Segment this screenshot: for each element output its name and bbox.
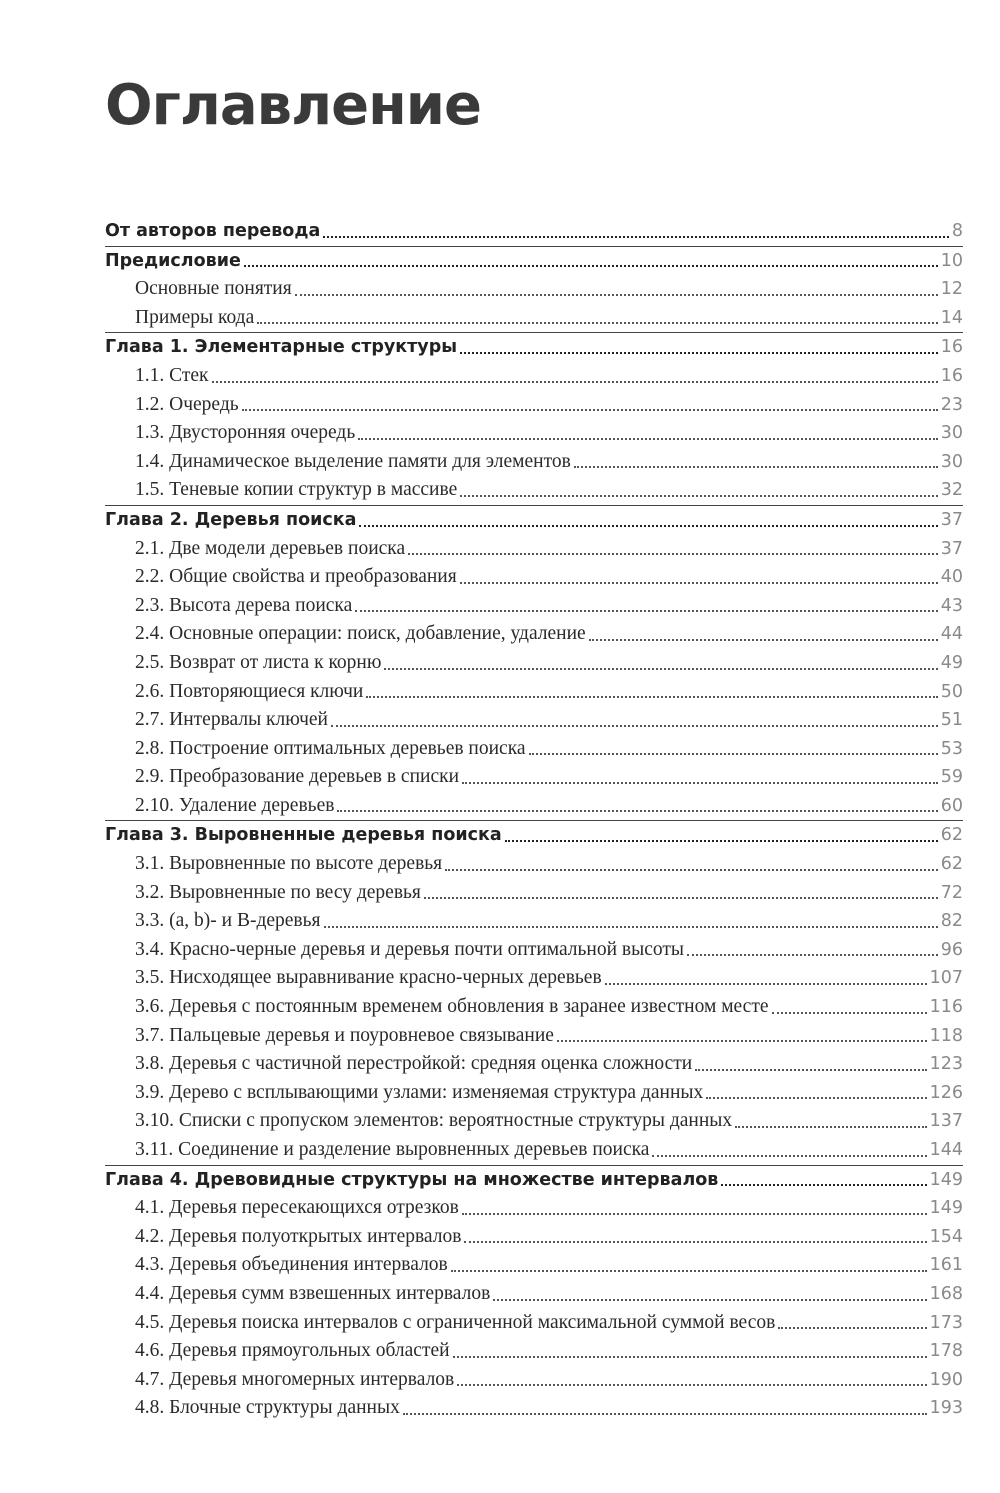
dot-leader (460, 582, 938, 584)
toc-entry-title: 4.2. Деревья полуоткрытых интервалов (135, 1225, 462, 1247)
toc-section-entry[interactable] (105, 879, 963, 908)
dot-leader (359, 525, 937, 527)
toc-entry-title: 3.3. (a, b)- и B-деревья (135, 910, 321, 932)
toc-section-entry[interactable] (105, 563, 963, 592)
toc-entry-title: От авторов перевода (105, 221, 321, 241)
dot-leader (460, 352, 938, 354)
dot-leader (652, 1155, 926, 1157)
toc-entry-title: 4.8. Блочные структуры данных (135, 1397, 400, 1419)
toc-entry-title: 2.1. Две модели деревьев поиска (135, 537, 406, 559)
toc-entry-title: 3.7. Пальцевые деревья и поуровневое связывание (135, 1024, 554, 1046)
dot-leader (772, 1012, 927, 1014)
toc-entry-title: Примеры кода (135, 306, 255, 328)
toc-entry-title: 2.4. Основные операции: поиск, добавление, удаление (135, 623, 586, 645)
toc-entry-title: 2.3. Высота дерева поиска (135, 594, 353, 616)
toc-section-entry[interactable] (105, 1337, 963, 1366)
dot-leader (408, 553, 938, 555)
toc-entry-title: 3.5. Нисходящее выравнивание красно-черных деревьев (135, 967, 602, 989)
dot-leader (445, 869, 938, 871)
toc-section-entry[interactable] (105, 763, 963, 792)
toc-page-number: 14 (940, 307, 963, 328)
toc-page-number: 149 (929, 1169, 963, 1190)
toc-page-number: 168 (929, 1283, 963, 1304)
toc-page-number: 16 (940, 337, 963, 358)
toc-page-number: 107 (929, 968, 963, 989)
toc-page-number: 178 (929, 1341, 963, 1362)
toc-page-number: 126 (929, 1082, 963, 1103)
toc-entry-title: 3.6. Деревья с постоянным временем обновления в заранее известном месте (135, 996, 769, 1018)
toc-chapter-entry[interactable] (105, 506, 963, 535)
toc-page-number: 118 (929, 1025, 963, 1046)
toc-entry-title: 3.11. Соединение и разделение выровненных деревьев поиска (135, 1139, 650, 1160)
dot-leader (462, 1213, 927, 1215)
toc-entry-title: 4.5. Деревья поиска интервалов с ограниченной максимальной суммой весов (135, 1311, 776, 1333)
toc-entry-title: 3.9. Дерево с всплывающими узлами: изменяемая структура данных (135, 1081, 704, 1103)
toc-entry-title: 4.4. Деревья сумм взвешенных интервалов (135, 1282, 491, 1304)
toc-section-entry[interactable] (105, 792, 963, 821)
toc-section-entry[interactable] (105, 1050, 963, 1079)
toc-entry-title: 2.7. Интервалы ключей (135, 709, 328, 731)
dot-leader (695, 1069, 926, 1071)
table-of-contents (105, 217, 963, 1423)
toc-section-entry[interactable] (105, 391, 963, 420)
toc-page-number: 60 (940, 795, 963, 816)
toc-page-number: 137 (929, 1111, 963, 1132)
toc-entry-title: Глава 4. Древовидные структуры на множестве интервалов (105, 1169, 719, 1190)
toc-section-entry[interactable] (105, 535, 963, 564)
toc-page-number: 96 (940, 939, 963, 960)
toc-section-entry[interactable] (105, 907, 963, 936)
toc-page-number: 37 (940, 509, 963, 530)
dot-leader (295, 294, 938, 296)
toc-page-number: 154 (929, 1226, 963, 1247)
toc-entry-title: 3.1. Выровненные по высоте деревья (135, 853, 443, 875)
toc-section-entry[interactable] (105, 620, 963, 649)
toc-entry-title: 3.10. Списки с пропуском элементов: вероятностные структуры данных (135, 1110, 733, 1132)
toc-page-number: 173 (929, 1312, 963, 1333)
toc-section-entry[interactable] (105, 850, 963, 879)
toc-entry-title: 1.5. Теневые копии структур в массиве (135, 479, 458, 501)
toc-section-entry[interactable] (105, 476, 963, 505)
dot-leader (244, 265, 938, 267)
toc-page-number: 30 (940, 451, 963, 472)
toc-chapter-entry[interactable] (105, 247, 963, 276)
toc-section-entry[interactable] (105, 1136, 963, 1165)
dot-leader (337, 810, 937, 812)
toc-page-number: 10 (940, 250, 963, 271)
toc-section-entry[interactable] (105, 592, 963, 621)
toc-entry-title: 4.1. Деревья пересекающихся отрезков (135, 1197, 459, 1219)
toc-entry-title: 3.4. Красно-черные деревья и деревья почти оптимальной высоты (135, 938, 685, 960)
toc-entry-title: 1.4. Динамическое выделение памяти для элементов (135, 450, 571, 472)
toc-page-number: 149 (929, 1198, 963, 1219)
dot-leader (403, 1413, 927, 1415)
toc-page-number: 123 (929, 1054, 963, 1075)
toc-section-entry[interactable] (105, 1079, 963, 1108)
dot-leader (366, 696, 937, 698)
dot-leader (529, 753, 938, 755)
toc-entry-title: 1.1. Стек (135, 364, 209, 386)
toc-entry-title: 4.3. Деревья объединения интервалов (135, 1254, 448, 1276)
toc-entry-title: Глава 1. Элементарные структуры (105, 337, 458, 358)
toc-page-number: 44 (940, 624, 963, 645)
toc-section-entry[interactable] (105, 964, 963, 993)
toc-page-number: 12 (940, 279, 963, 300)
toc-entry-title: 2.10. Удаление деревьев (135, 794, 335, 816)
toc-page-number: 37 (940, 538, 963, 559)
dot-leader (323, 236, 949, 238)
toc-entry-title: 1.3. Двусторонняя очередь (135, 422, 356, 444)
toc-entry-title: 2.6. Повторяющиеся ключи (135, 680, 364, 702)
toc-section-entry[interactable] (105, 936, 963, 965)
page-title: Оглавление (105, 73, 482, 138)
toc-page-number: 72 (940, 882, 963, 903)
toc-chapter-entry[interactable] (105, 1166, 963, 1195)
dot-leader (505, 840, 938, 842)
toc-section-entry[interactable] (105, 1251, 963, 1280)
toc-entry-title: 2.5. Возврат от листа к корню (135, 651, 382, 673)
toc-page-number: 8 (951, 221, 963, 241)
toc-section-entry[interactable] (105, 706, 963, 735)
toc-page-number: 161 (929, 1255, 963, 1276)
toc-section-entry[interactable] (105, 362, 963, 391)
toc-section-entry[interactable] (105, 275, 963, 304)
toc-section-entry[interactable] (105, 1022, 963, 1051)
toc-page-number: 16 (940, 365, 963, 386)
dot-leader (778, 1327, 926, 1329)
toc-page-number: 82 (940, 911, 963, 932)
toc-page-number: 144 (929, 1140, 963, 1160)
dot-leader (687, 954, 938, 956)
toc-page-number: 43 (940, 595, 963, 616)
dot-leader (257, 322, 937, 324)
dot-leader (331, 725, 938, 727)
toc-section-entry[interactable] (105, 678, 963, 707)
toc-entry-title: 3.2. Выровненные по весу деревья (135, 881, 421, 903)
toc-entry-title: 1.2. Очередь (135, 393, 239, 415)
dot-leader (706, 1097, 926, 1099)
toc-page-number: 32 (940, 480, 963, 501)
toc-section-entry[interactable] (105, 1309, 963, 1338)
toc-section-entry[interactable] (105, 448, 963, 477)
toc-page-number: 193 (929, 1398, 963, 1419)
toc-page-number: 62 (940, 825, 963, 846)
dot-leader (451, 1270, 927, 1272)
dot-leader (457, 1384, 926, 1386)
toc-section-entry[interactable] (105, 1366, 963, 1395)
dot-leader (557, 1040, 927, 1042)
dot-leader (355, 610, 937, 612)
toc-section-entry[interactable] (105, 649, 963, 678)
dot-leader (424, 897, 938, 899)
toc-section-entry[interactable] (105, 419, 963, 448)
toc-section-entry[interactable] (105, 1394, 963, 1423)
toc-entry-title: 3.8. Деревья с частичной перестройкой: средняя оценка сложности (135, 1053, 693, 1075)
dot-leader (605, 983, 927, 985)
dot-leader (493, 1299, 926, 1301)
toc-chapter-entry[interactable] (105, 217, 963, 246)
dot-leader (242, 409, 938, 411)
dot-leader (462, 782, 938, 784)
toc-page-number: 116 (929, 997, 963, 1018)
dot-leader (212, 381, 938, 383)
toc-entry-title: 4.6. Деревья прямоугольных областей (135, 1340, 450, 1362)
dot-leader (721, 1184, 926, 1186)
toc-page-number: 190 (929, 1369, 963, 1390)
toc-page-number: 40 (940, 567, 963, 588)
toc-entry-title: 2.8. Построение оптимальных деревьев поиска (135, 737, 526, 759)
toc-page-number: 49 (940, 652, 963, 673)
toc-section-entry[interactable] (105, 1194, 963, 1223)
toc-page-number: 50 (940, 681, 963, 702)
toc-section-entry[interactable] (105, 1107, 963, 1136)
toc-entry-title: 4.7. Деревья многомерных интервалов (135, 1368, 455, 1390)
toc-entry-title: Основные понятия (135, 278, 292, 300)
dot-leader (574, 466, 938, 468)
dot-leader (460, 495, 937, 497)
toc-entry-title: Предисловие (105, 250, 241, 271)
toc-entry-title: Глава 2. Деревья поиска (105, 509, 357, 530)
dot-leader (589, 639, 938, 641)
toc-page-number: 53 (940, 738, 963, 759)
toc-section-entry[interactable] (105, 1223, 963, 1252)
toc-page-number: 62 (940, 854, 963, 875)
toc-page-number: 51 (940, 710, 963, 731)
dot-leader (384, 668, 937, 670)
toc-chapter-entry[interactable] (105, 333, 963, 362)
dot-leader (453, 1356, 927, 1358)
toc-section-entry[interactable] (105, 1280, 963, 1309)
toc-entry-title: 2.2. Общие свойства и преобразования (135, 566, 457, 588)
toc-page-number: 23 (940, 394, 963, 415)
toc-section-entry[interactable] (105, 304, 963, 333)
dot-leader (324, 926, 938, 928)
toc-section-entry[interactable] (105, 735, 963, 764)
toc-page-number: 30 (940, 423, 963, 444)
toc-chapter-entry[interactable] (105, 821, 963, 850)
dot-leader (735, 1126, 926, 1128)
toc-entry-title: 2.9. Преобразование деревьев в списки (135, 766, 460, 788)
toc-section-entry[interactable] (105, 993, 963, 1022)
dot-leader (358, 438, 937, 440)
dot-leader (464, 1241, 926, 1243)
toc-page-number: 59 (940, 767, 963, 788)
toc-entry-title: Глава 3. Выровненные деревья поиска (105, 825, 502, 846)
